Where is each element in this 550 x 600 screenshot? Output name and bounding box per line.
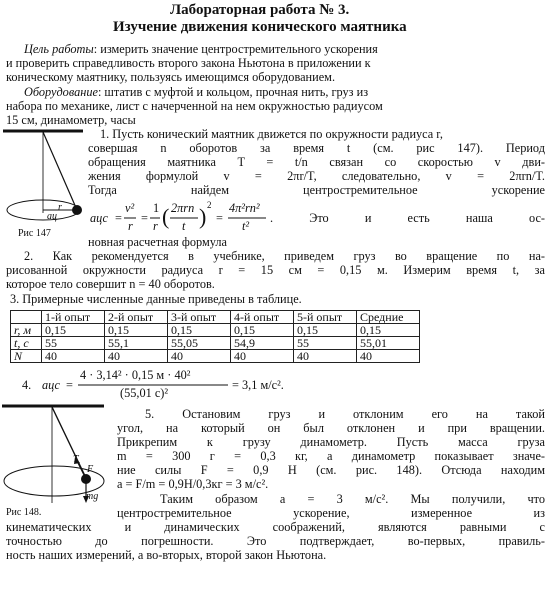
step5-line-1: 5. Остановим груз и отклоним его на такой: [145, 407, 545, 421]
step1-line-7: новная расчетная формула: [88, 235, 227, 249]
table-cell: t, с: [11, 337, 42, 350]
formula1-lhs: aцс: [90, 211, 108, 225]
table-cell: 54,9: [231, 337, 294, 350]
step4-lhs: aцс: [42, 378, 60, 392]
goal-line-1: [24, 43, 378, 57]
table-cell: 55,01: [357, 337, 420, 350]
goal-line-3: коническому маятнику, пользуясь имеющимся оборудованием.: [6, 70, 336, 84]
figure-147-caption: Рис 147: [18, 228, 51, 239]
step5-line-6: a = F/m = 0,9Н/0,3кг = 3 м/с².: [117, 477, 269, 491]
table-header-cell: 4-й опыт: [231, 311, 294, 324]
formula1-v2: v²: [125, 201, 135, 215]
figure-148-label-F: F: [87, 464, 94, 475]
table-header-cell: [11, 311, 42, 324]
formula1-r: r: [128, 219, 133, 233]
step5-line-2: угол, на который он был отклонен и при вращении.: [117, 421, 545, 435]
table-header-cell: 2-й опыт: [105, 311, 168, 324]
step5-line-9: кинематических и динамических соображений, являются равными с: [6, 520, 545, 534]
step3-line-1: 3. Примерные численные данные приведены в таблице.: [10, 292, 302, 306]
equipment-line-3: 15 см, динамометр, часы: [6, 113, 136, 127]
table-header-cell: Средние: [357, 311, 420, 324]
table-row: [11, 350, 420, 363]
table-cell: 55,05: [168, 337, 231, 350]
formula1-exponent: 2: [207, 200, 212, 210]
step1-line-3: обращения маятника T = t/n связан со скоростью v дви-: [88, 155, 545, 169]
step4-eq: =: [66, 378, 73, 392]
table-cell: 55,1: [105, 337, 168, 350]
formula1-paren-close: ): [199, 204, 207, 229]
data-table: [10, 310, 420, 363]
step2-line-1: 2. Как рекомендуется в учебнике, приведем груз во вращение по на-: [24, 249, 545, 263]
step5-line-5: ние силы F = 0,9 Н (см. рис. 148). Отсюда находим: [117, 463, 545, 477]
step1-line-4: жения формулой v = 2πr/T, следовательно, v = 2πrn/T.: [88, 169, 545, 183]
equipment-label: Оборудование: [24, 85, 98, 99]
table-cell: 40: [294, 350, 357, 363]
table-header-cell: 5-й опыт: [294, 311, 357, 324]
step2-line-2: рисованной окружности радиуса r = 15 см = 0,15 м. Измерим время t, за: [6, 263, 545, 277]
figure-148-caption: Рис 148.: [6, 507, 42, 518]
equipment-text: : штатив с муфтой и кольцом, прочная нить, груз из: [97, 85, 369, 99]
step5-line-8: центростремительное ускорение, измеренное из: [117, 506, 545, 520]
table-row: [11, 337, 420, 350]
figure-148-label-mg: mg: [86, 491, 99, 502]
goal-text: : измерить значение центростремительного ускорения: [93, 42, 378, 56]
step4-numerator: 4 · 3,14² · 0,15 м · 40²: [80, 368, 191, 382]
formula1-r2: r: [153, 219, 158, 233]
goal-line-2: и проверить справедливость второго закона Ньютона в приложении к: [6, 56, 371, 70]
step1-line-1: 1. Пусть конический маятник движется по окружности радиуса r,: [100, 127, 443, 141]
step1-line-2: совершая n оборотов за время t (см. рис 147). Период: [88, 141, 545, 155]
formula1-inner-den: t: [182, 219, 186, 233]
formula1-eq3: =: [216, 211, 223, 225]
table-cell: 55: [42, 337, 105, 350]
formula1-eq1: =: [115, 211, 122, 225]
step5-line-4: m = 300 г = 0,3 кг, а динамометр показывает значе-: [117, 449, 545, 463]
table-cell: 0,15: [294, 324, 357, 337]
title-line-2: Изучение движения конического маятника: [113, 19, 407, 35]
table-cell: r, м: [11, 324, 42, 337]
formula1-eq2: =: [141, 211, 148, 225]
figure-147: [3, 128, 88, 233]
step5-line-10: точностью до погрешности. Это подтверждает, во-первых, правиль-: [6, 534, 545, 548]
table-cell: 40: [42, 350, 105, 363]
formula1-inner-num: 2πrn: [171, 201, 195, 215]
formula1-one: 1: [153, 201, 160, 215]
table-header-row: [11, 311, 420, 324]
table-cell: 0,15: [231, 324, 294, 337]
step4-number: 4.: [22, 378, 32, 392]
table-cell: 55: [294, 337, 357, 350]
figure-148-label-T: T: [73, 454, 79, 465]
figure-147-label-r: r: [58, 202, 62, 213]
figure-147-label-a: aц: [47, 211, 57, 222]
table-cell: 0,15: [357, 324, 420, 337]
table-cell: 40: [357, 350, 420, 363]
table-cell: 0,15: [42, 324, 105, 337]
step5-line-3: Прикрепим к грузу динамометр. Пусть масса груза: [117, 435, 545, 449]
table-cell: 40: [231, 350, 294, 363]
table-cell: 0,15: [168, 324, 231, 337]
table-cell: N: [11, 350, 42, 363]
formula1-rhs-num: 4π²rn²: [229, 201, 260, 215]
step4-result: = 3,1 м/с².: [232, 378, 284, 392]
step4-denominator: (55,01 с)²: [120, 386, 169, 400]
table-row: [11, 324, 420, 337]
equipment-line-2: набора по механике, лист с начерченной на нем окружностью радиусом: [6, 99, 383, 113]
table-header-cell: 3-й опыт: [168, 311, 231, 324]
table-cell: 0,15: [105, 324, 168, 337]
step5-line-7: Таким образом a = 3 м/с². Мы получили, что: [160, 492, 545, 506]
table-cell: 40: [105, 350, 168, 363]
formula1-paren-open: (: [162, 204, 170, 229]
step2-line-3: которое тело совершит n = 40 оборотов.: [6, 277, 215, 291]
equipment-line-1: [24, 86, 368, 100]
table-header-cell: 1-й опыт: [42, 311, 105, 324]
step1-formula-tail: . Это и есть наша ос-: [270, 211, 545, 225]
title-line-1: Лабораторная работа № 3.: [170, 2, 350, 18]
step1-line-5: Тогда найдем центростремительное ускорение: [88, 183, 545, 197]
step5-line-11: ность наших измерений, а во-вторых, второй закон Ньютона.: [6, 548, 327, 562]
formula1-rhs-den: t²: [242, 219, 250, 233]
table-cell: 40: [168, 350, 231, 363]
goal-label: Цель работы: [24, 42, 94, 56]
